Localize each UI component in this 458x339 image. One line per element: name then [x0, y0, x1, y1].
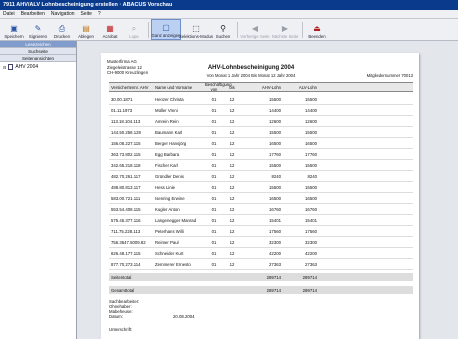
table-cell: Hess Linie [155, 184, 176, 190]
table-cell: 01 [211, 162, 217, 168]
table-cell: 12 [229, 129, 235, 135]
table-cell: Langenegger Manrad [155, 217, 197, 223]
search-button[interactable]: ⚲ Suchen [215, 24, 231, 39]
table-cell: 12 [229, 96, 235, 102]
table-cell: 15500 [269, 96, 281, 102]
table-cell: 12 [229, 151, 235, 157]
table-row [109, 248, 413, 259]
tree-item-label: AHV 2004 [15, 64, 39, 70]
toolbar-separator [148, 22, 149, 38]
table-cell: 17560 [305, 228, 317, 234]
table-row [109, 259, 413, 270]
table-cell: 12 [229, 184, 235, 190]
zoom-button[interactable]: ⌕ Lupe [129, 24, 139, 39]
table-row [109, 116, 413, 127]
table-cell: 12 [229, 140, 235, 146]
fit-page-button[interactable]: ▢ Ganz anzeigen [151, 19, 181, 40]
table-cell: 27363 [305, 261, 317, 267]
table-cell: 12 [229, 250, 235, 256]
table-cell: 15500 [269, 184, 281, 190]
archive-icon: ▤ [82, 24, 90, 33]
table-cell: 15401 [305, 217, 317, 223]
table-row [109, 149, 413, 160]
table-row [109, 193, 413, 204]
table-cell: 575.45.377.116 [111, 217, 141, 223]
table-cell: 01 [211, 140, 217, 146]
table-cell: 01 [211, 173, 217, 179]
tab-bookmarks[interactable]: Lesezeichen [0, 41, 76, 48]
menu-help[interactable]: ? [97, 11, 101, 17]
member-number: Mitgliedernummer 70013 [366, 73, 413, 78]
table-cell: Reimer Paul [155, 239, 179, 245]
table-cell: Henzer Christa [155, 96, 184, 102]
table-cell: Gründler Denis [155, 173, 184, 179]
tree-item-ahv-2004[interactable]: ⊟ AHV 2004 [3, 64, 39, 70]
table-cell: 01 [211, 151, 217, 157]
save-button[interactable]: ▣ Speichern [4, 24, 24, 39]
print-button[interactable]: ⎙ Drucken [53, 24, 70, 39]
table-cell: 01 [211, 118, 217, 124]
table-cell: 16500 [269, 195, 281, 201]
table-cell: Müller Vreni [155, 107, 178, 113]
table-cell: 16500 [305, 195, 317, 201]
table-row [109, 94, 413, 105]
print-icon: ⎙ [58, 24, 66, 33]
table-body [109, 94, 413, 270]
table-cell: 756.3647.5009.82 [111, 239, 146, 245]
menu-datei[interactable]: Datei [3, 11, 15, 17]
table-cell: Egg Barbara [155, 151, 180, 157]
table-cell: 482.70.261.117 [111, 173, 141, 179]
table-cell: Baumann Karl [155, 129, 183, 135]
signature-block: Sachbearbeiter: Ohnehaber: Mabeheuse: Datum: 20.08.2004 Unterschrift: [109, 299, 195, 332]
menu-bar [0, 10, 458, 19]
table-row [109, 171, 413, 182]
table-cell: 32300 [305, 239, 317, 245]
table-cell: 12600 [305, 118, 317, 124]
menu-seite[interactable]: Seite [80, 11, 92, 17]
zoom-icon: ⌕ [131, 24, 137, 33]
table-row [109, 215, 413, 226]
table-cell: 12 [229, 261, 235, 267]
acrobat-button[interactable]: ▦ Acrobat [102, 24, 118, 39]
table-cell: 15500 [305, 162, 317, 168]
prev-page-button[interactable]: ◀ Vorherige Seite [240, 24, 270, 39]
prev-page-icon: ◀ [251, 24, 259, 33]
table-cell: 01 [211, 217, 217, 223]
table-cell: 16500 [269, 140, 281, 146]
save-icon: ▣ [10, 24, 18, 33]
next-page-icon: ▶ [281, 24, 289, 33]
archive-button[interactable]: ▤ Ablegen [78, 24, 94, 39]
table-cell: 01 [211, 96, 217, 102]
table-cell: 17760 [269, 151, 281, 157]
company-address: Musterfirma AG Ziegeleistrasse 12 CH-9000 Kreuzlingen [107, 59, 149, 75]
table-row [109, 226, 413, 237]
table-cell: 8240 [307, 173, 317, 179]
table-cell: 17560 [269, 228, 281, 234]
fit-page-icon: ▢ [162, 23, 170, 32]
table-row [109, 138, 413, 149]
table-cell: Isenring Erwine [155, 195, 185, 201]
table-cell: 14400 [305, 107, 317, 113]
table-cell: 01 [211, 261, 217, 267]
table-cell: 01 [211, 206, 217, 212]
table-cell: Berger Hansjörg [155, 140, 187, 146]
table-cell: 877.70.273.114 [111, 261, 141, 267]
exit-button[interactable]: ⏏ Beenden [308, 24, 326, 39]
grand-total-row: Gesamttotal 289714 289714 [109, 286, 413, 294]
table-row [109, 160, 413, 171]
table-row [109, 204, 413, 215]
table-cell: 15500 [305, 96, 317, 102]
table-cell: 156.08.227.115 [111, 140, 141, 146]
table-cell: 12 [229, 195, 235, 201]
table-cell: 30.00.1871 [111, 96, 133, 102]
table-cell: 12 [229, 206, 235, 212]
table-cell: Schneider Kurt [155, 250, 184, 256]
table-header: Versichertennr. AHV Name und Vorname Beschäftigung von bis AHV-Lohn ALV-Lohn [109, 82, 413, 92]
table-cell: 12 [229, 107, 235, 113]
sidebar [0, 41, 77, 339]
table-row [109, 182, 413, 193]
table-cell: 583.00.721.111 [111, 195, 141, 201]
table-cell: 01 [211, 239, 217, 245]
table-cell: 12 [229, 118, 235, 124]
table-cell: 15401 [269, 217, 281, 223]
table-cell: 16760 [269, 206, 281, 212]
table-cell: 01 [211, 184, 217, 190]
document-period: Von Monat 1 Jahr 2004 Bis Monat 12 Jahr 2004 [206, 73, 296, 78]
table-cell: 826.48.177.115 [111, 250, 141, 256]
toolbar-separator [302, 22, 303, 38]
table-cell: 553.54.408.115 [111, 206, 141, 212]
table-row [109, 237, 413, 248]
table-cell: Fischer Karl [155, 162, 178, 168]
table-cell: 12 [229, 228, 235, 234]
table-cell: Kugler Anton [155, 206, 180, 212]
table-cell: 01 [211, 195, 217, 201]
signature-label: Unterschrift: [109, 327, 133, 332]
table-cell: 363.73.802.115 [111, 151, 141, 157]
next-page-button[interactable]: ▶ Nächste Seite [271, 24, 299, 39]
table-cell: 488.80.813.117 [111, 184, 141, 190]
table-cell: 144.50.258.128 [111, 129, 141, 135]
page-total-row: Seitentotal 289714 289714 [109, 273, 413, 281]
table-cell: 17760 [305, 151, 317, 157]
tab-page-views[interactable]: Seitenansichten [0, 55, 76, 62]
table-cell: 32300 [269, 239, 281, 245]
table-cell: 15500 [269, 129, 281, 135]
table-cell: 01 [211, 228, 217, 234]
table-cell: 12600 [269, 118, 281, 124]
sign-icon: ✎ [34, 24, 42, 33]
toolbar-separator [237, 22, 238, 38]
document-icon [8, 64, 13, 70]
menu-navigation[interactable]: Navigation [50, 11, 75, 17]
table-cell: 16500 [305, 140, 317, 146]
document-page [101, 53, 419, 339]
table-cell: 15500 [269, 162, 281, 168]
table-cell: 14400 [269, 107, 281, 113]
document-date: 20.08.2004 [173, 314, 195, 319]
table-cell: 16760 [305, 206, 317, 212]
document-viewer[interactable] [77, 41, 458, 339]
select-mode-button[interactable]: ⬚ Selektions-Modus [178, 24, 214, 39]
table-cell: Peterhans Willi [155, 228, 184, 234]
table-row [109, 105, 413, 116]
table-cell: 113.18.104.113 [111, 118, 141, 124]
menu-bearbeiten[interactable]: Bearbeiten [20, 11, 45, 17]
table-cell: 01 [211, 250, 217, 256]
table-row [109, 127, 413, 138]
toolbar [0, 19, 458, 41]
table-cell: 15500 [305, 184, 317, 190]
table-cell: 01 [211, 129, 217, 135]
exit-icon: ⏏ [313, 24, 321, 33]
table-cell: Amrein Rein [155, 118, 179, 124]
table-cell: 8240 [271, 173, 281, 179]
tab-search[interactable]: Suchseite [0, 48, 76, 55]
table-cell: 12 [229, 173, 235, 179]
pdf-icon: ▦ [106, 24, 114, 33]
table-cell: 711.75.228.113 [111, 228, 141, 234]
table-cell: 12 [229, 217, 235, 223]
table-cell: 342.65.218.118 [111, 162, 141, 168]
select-mode-icon: ⬚ [192, 24, 200, 33]
sign-button[interactable]: ✎ Signieren [28, 24, 48, 39]
table-cell: 42200 [305, 250, 317, 256]
table-cell: 12 [229, 162, 235, 168]
table-cell: 01 [211, 107, 217, 113]
table-cell: Zemmerer Ernesto [155, 261, 191, 267]
document-title: AHV-Lohnbescheinigung 2004 [207, 65, 295, 71]
search-icon: ⚲ [220, 24, 226, 33]
table-cell: 01.11.1973 [111, 107, 133, 113]
table-cell: 12 [229, 239, 235, 245]
window-title: 7911 AHV/ALV Lohnbescheinigung erstellen · ABACUS Vorschau [0, 0, 458, 10]
table-cell: 15500 [305, 129, 317, 135]
table-cell: 27363 [269, 261, 281, 267]
table-cell: 42200 [269, 250, 281, 256]
